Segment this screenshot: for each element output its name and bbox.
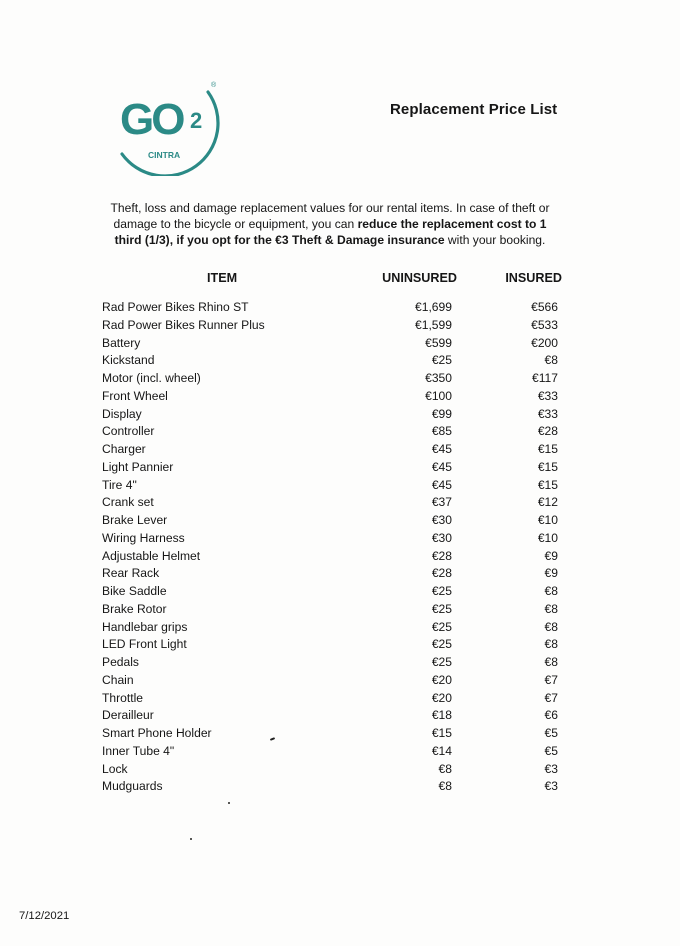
table-row [102,636,562,654]
insured-price: €6 [544,708,558,723]
table-row [102,370,562,388]
item-name: Crank set [102,495,154,510]
intro-text-2: with your booking. [444,233,546,248]
item-name: Bike Saddle [102,584,167,598]
item-name: Pedals [102,655,139,669]
table-row [102,690,562,708]
table-header [102,271,562,289]
insured-price: €15 [537,442,558,456]
item-name: Wiring Harness [102,530,185,545]
insured-price: €566 [531,300,558,314]
uninsured-price: €25 [431,353,452,368]
table-row [102,512,562,530]
item-name: Kickstand [102,353,155,368]
item-name: Display [102,406,142,421]
insured-price: €10 [537,530,558,545]
uninsured-price: €25 [431,655,452,669]
table-row [102,761,562,779]
table-row [102,423,562,441]
item-name: Rear Rack [102,566,160,581]
table-row [102,406,562,424]
insured-price: €7 [544,672,558,687]
item-name: Lock [102,761,128,776]
insured-price: €5 [544,743,558,758]
table-row [102,459,562,477]
insured-price: €3 [544,779,558,794]
uninsured-price: €37 [431,495,452,510]
table-row [102,352,562,370]
uninsured-price: €30 [431,513,452,527]
header-uninsured: UNINSURED [382,271,457,285]
logo-graphic [112,78,222,176]
insured-price: €9 [544,548,558,563]
uninsured-price: €45 [431,477,452,492]
intro-text-1: Theft, loss and damage replacement values for our rental items. In case of theft or damage to the bicycle or equipment, you can [110,201,550,232]
insured-price: €33 [537,388,558,403]
table-row [102,583,562,601]
insured-price: €3 [544,761,558,776]
table-row [102,743,562,761]
table-row [102,619,562,637]
insured-price: €8 [544,601,558,616]
insured-price: €8 [544,353,558,368]
table-row [102,601,562,619]
table-row [102,778,562,796]
table-row [102,494,562,512]
item-name: Derailleur [102,708,154,723]
scan-speck [228,802,230,804]
uninsured-price: €30 [431,530,452,545]
uninsured-price: €25 [431,619,452,634]
uninsured-price: €20 [431,690,452,705]
insured-price: €28 [537,424,558,439]
uninsured-price: €1,699 [415,300,452,314]
header-insured: INSURED [505,271,562,285]
table-row [102,707,562,725]
table-row [102,672,562,690]
item-name: Smart Phone Holder [102,726,212,740]
uninsured-price: €8 [438,779,452,794]
uninsured-price: €45 [431,459,452,474]
table-row [102,548,562,566]
logo-text: GO [120,95,183,144]
insured-price: €12 [537,495,558,510]
scan-speck [190,838,192,840]
item-name: Motor (incl. wheel) [102,371,201,385]
uninsured-price: €25 [431,601,452,616]
insured-price: €8 [544,619,558,634]
logo-superscript: 2 [190,108,203,133]
item-name: LED Front Light [102,637,187,652]
item-name: Front Wheel [102,388,168,403]
table-row [102,388,562,406]
item-name: Controller [102,424,155,439]
table-row [102,477,562,495]
logo-subtext: CINTRA [148,150,181,160]
uninsured-price: €14 [431,743,452,758]
item-name: Handlebar grips [102,619,188,634]
item-name: Light Pannier [102,459,174,474]
uninsured-price: €28 [431,548,452,563]
price-table [102,271,562,796]
insured-price: €8 [544,637,558,652]
go2-cintra-logo [112,78,222,176]
uninsured-price: €99 [431,406,452,421]
insured-price: €200 [531,335,558,350]
item-name: Chain [102,672,134,687]
uninsured-price: €15 [431,726,452,740]
item-name: Rad Power Bikes Runner Plus [102,317,265,332]
item-name: Adjustable Helmet [102,548,201,563]
table-row [102,299,562,317]
document-date: 7/12/2021 [19,910,70,922]
table-row [102,565,562,583]
uninsured-price: €85 [431,424,452,439]
item-name: Inner Tube 4" [102,743,175,758]
item-name: Battery [102,335,141,350]
item-name: Throttle [102,690,143,705]
uninsured-price: €18 [431,708,452,723]
table-body [102,299,562,796]
insured-price: €117 [531,371,558,385]
uninsured-price: €28 [431,566,452,581]
insured-price: €10 [537,513,558,527]
table-row [102,530,562,548]
item-name: Mudguards [102,779,163,794]
insured-price: €15 [537,477,558,492]
table-row [102,654,562,672]
insured-price: €8 [544,655,558,669]
table-row [102,725,562,743]
page-title: Replacement Price List [390,101,558,118]
insured-price: €15 [537,459,558,474]
uninsured-price: €8 [438,761,452,776]
insured-price: €7 [544,690,558,705]
insured-price: €9 [544,566,558,581]
uninsured-price: €100 [425,388,452,403]
uninsured-price: €1,599 [415,317,452,332]
uninsured-price: €350 [425,371,452,385]
item-name: Charger [102,442,146,456]
uninsured-price: €25 [431,584,452,598]
intro-paragraph [104,200,556,249]
insured-price: €8 [544,584,558,598]
uninsured-price: €20 [431,672,452,687]
uninsured-price: €599 [425,335,452,350]
header-item: ITEM [207,271,238,285]
insured-price: €5 [544,726,558,740]
intro-bold-text: reduce the replacement cost to 1 third (1/3), if you opt for the €3 Theft & Damage insurance [114,217,547,248]
insured-price: €33 [537,406,558,421]
table-row [102,335,562,353]
registered-mark: ® [211,82,217,89]
uninsured-price: €45 [431,442,452,456]
item-name: Brake Lever [102,513,168,527]
table-row [102,317,562,335]
item-name: Rad Power Bikes Rhino ST [102,300,249,314]
item-name: Tire 4" [102,477,137,492]
uninsured-price: €25 [431,637,452,652]
insured-price: €533 [531,317,558,332]
item-name: Brake Rotor [102,601,167,616]
table-row [102,441,562,459]
